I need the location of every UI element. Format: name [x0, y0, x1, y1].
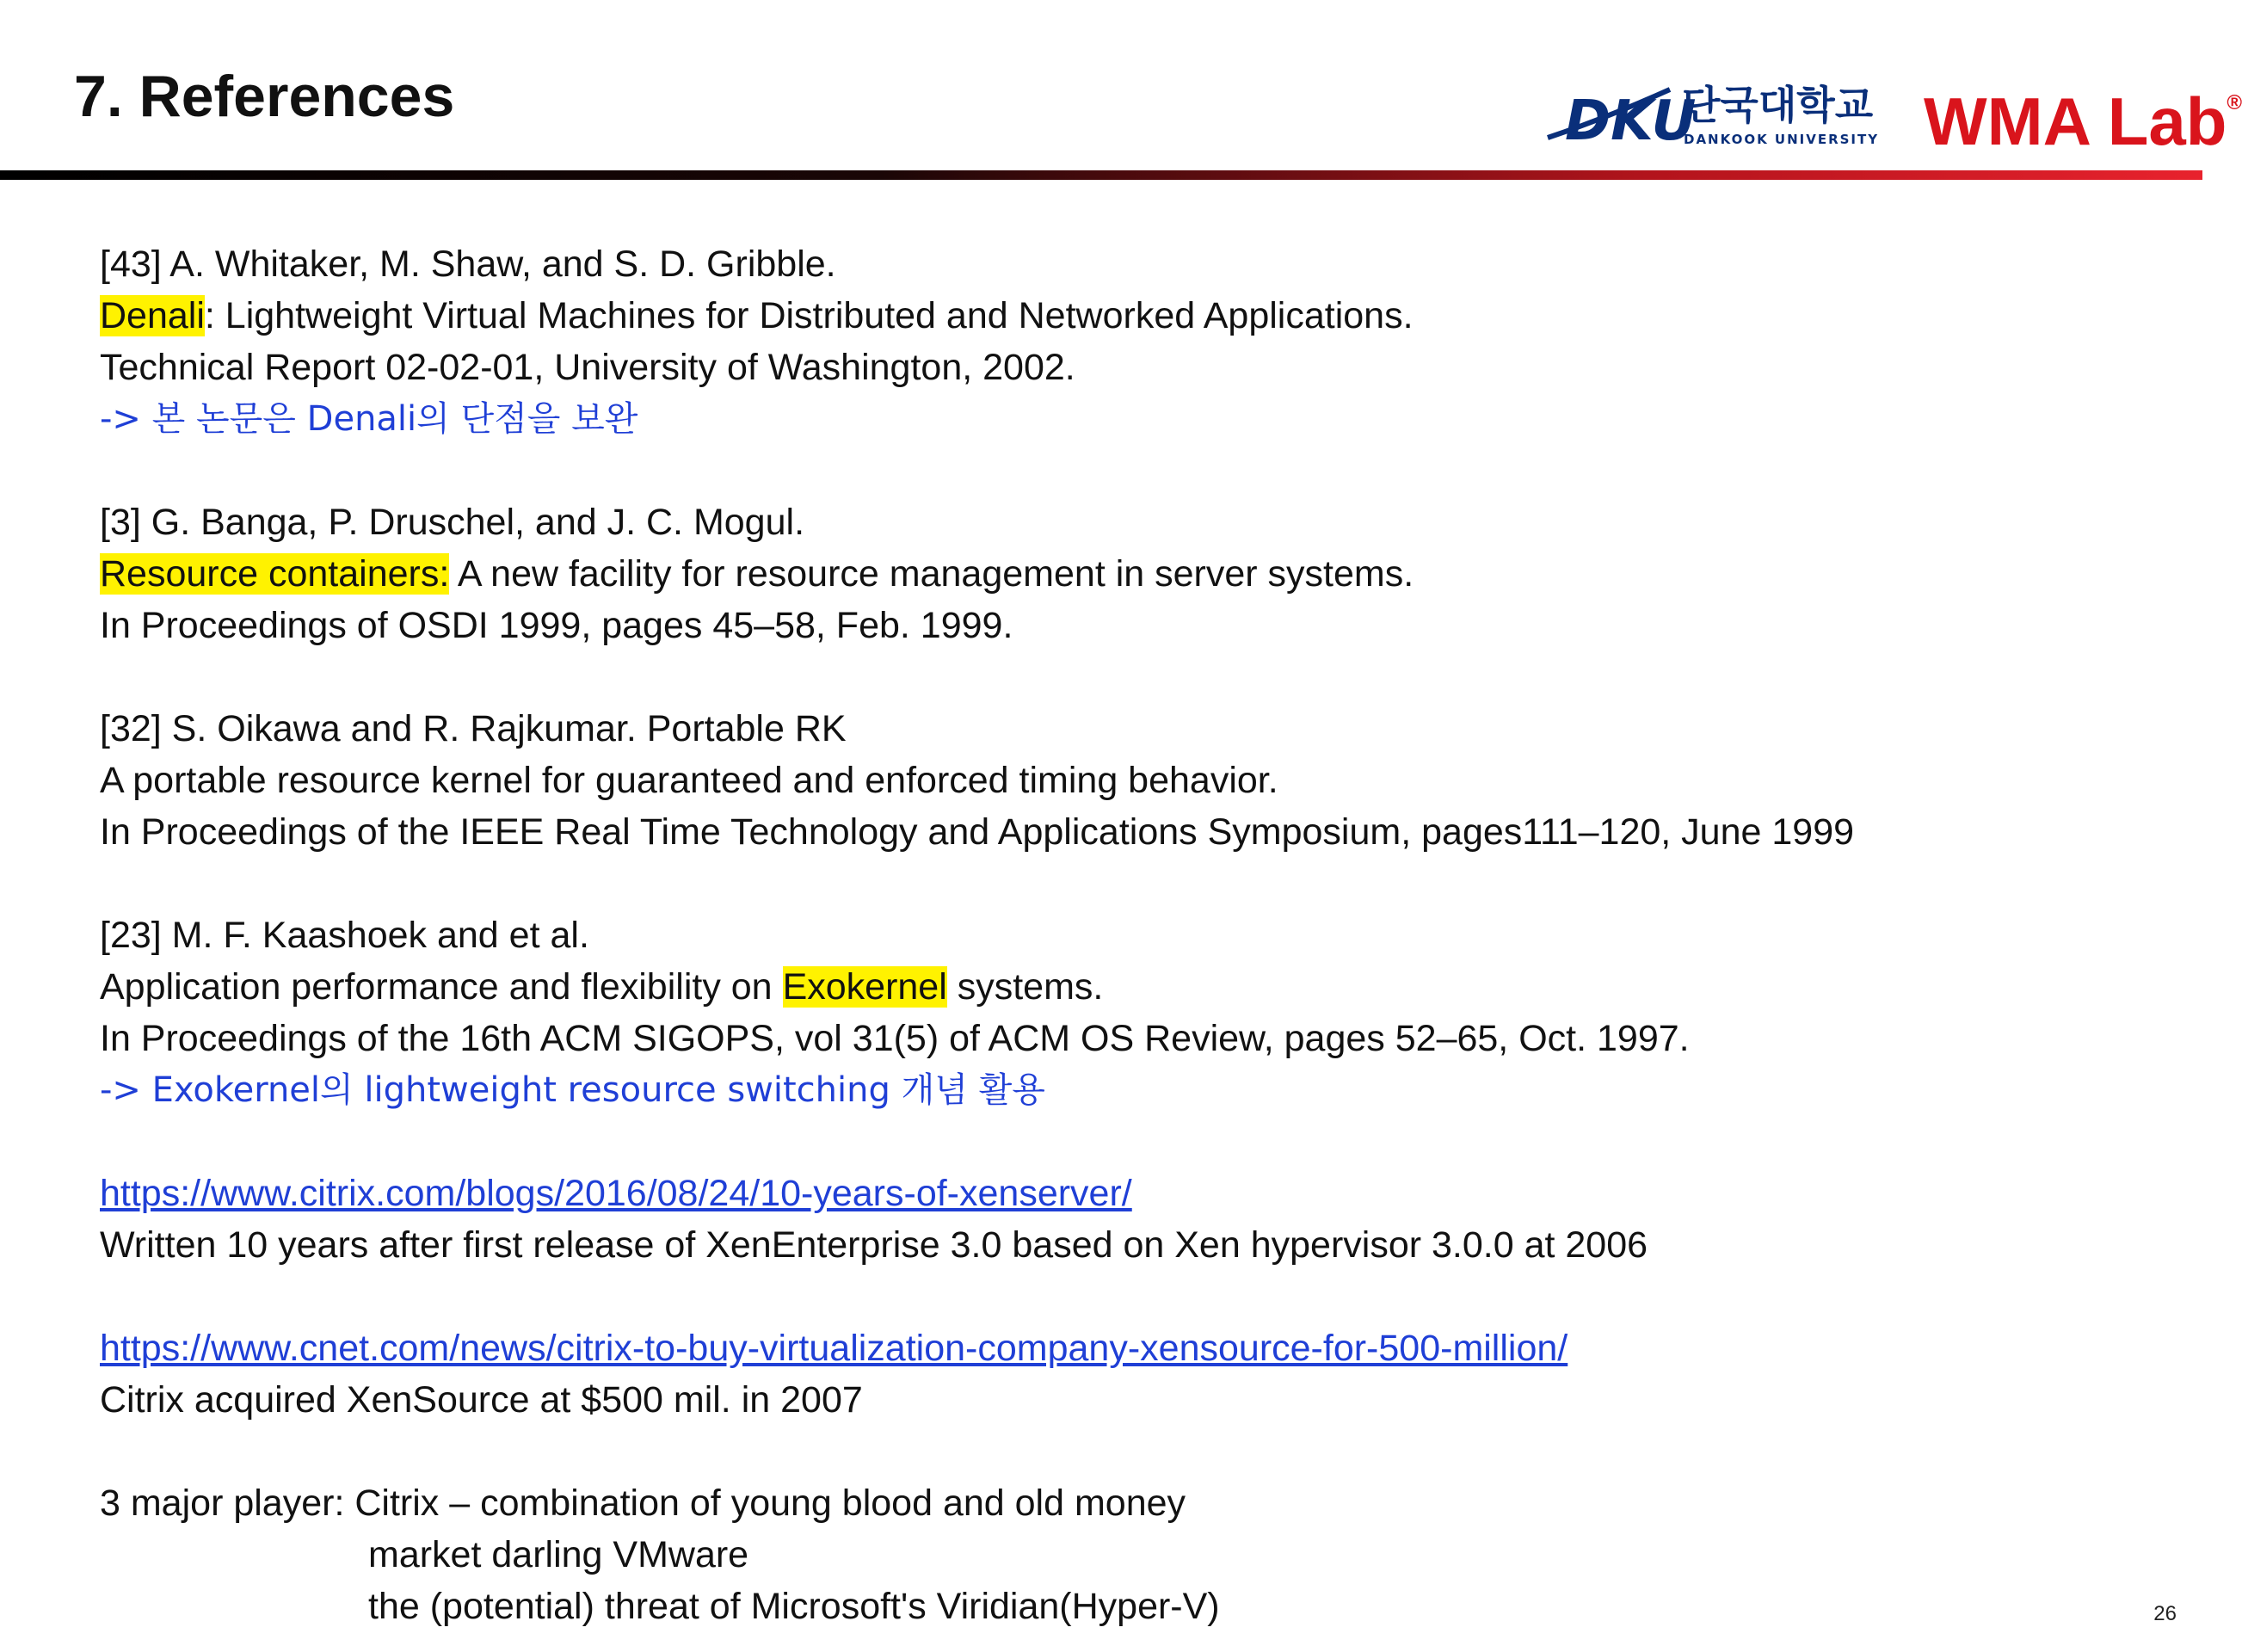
spacer: [100, 1116, 2147, 1168]
ref-23-title-after: systems.: [946, 966, 1104, 1008]
header-divider-bar: [0, 170, 2202, 180]
page-number: 26: [2153, 1602, 2177, 1625]
ref-43-venue: Technical Report 02-02-01, University of Washington, 2002.: [100, 347, 1075, 388]
spacer: [100, 858, 2147, 909]
registered-mark: ®: [2227, 91, 2242, 114]
ref-43-authors: [43] A. Whitaker, M. Shaw, and S. D. Gribble.: [100, 243, 836, 285]
major-players-line-2: market darling VMware: [368, 1534, 749, 1575]
dankook-university-logo: [1544, 77, 1899, 155]
spacer: [100, 651, 2147, 703]
major-players-line-1: 3 major player: Citrix – combination of young blood and old money: [100, 1482, 1186, 1524]
references-body: [100, 238, 2147, 1632]
spacer: [100, 1426, 2147, 1477]
cnet-link-line: [100, 1322, 2147, 1374]
highlight-resource-containers: Resource containers:: [100, 553, 450, 595]
dku-emblem-icon: [1544, 77, 1697, 155]
spacer: [100, 1271, 2147, 1322]
ref-32-authors: [32] S. Oikawa and R. Rajkumar. Portable RK: [100, 708, 847, 749]
ref-23-note: -> Exokernel의 lightweight resource switching 개념 활용: [100, 1070, 1045, 1110]
cnet-news-link[interactable]: https://www.cnet.com/news/citrix-to-buy-virtualization-company-xensource-for-500-million/: [100, 1328, 1568, 1369]
citrix-description: Written 10 years after first release of XenEnterprise 3.0 based on Xen hypervisor 3.0.0 at 2006: [100, 1224, 1648, 1266]
ref-32-venue: In Proceedings of the IEEE Real Time Technology and Applications Symposium, pages111–120, June 1999: [100, 811, 1855, 853]
cnet-description: Citrix acquired XenSource at $500 mil. in 2007: [100, 1379, 863, 1421]
ref-3-title: [100, 548, 2147, 600]
slide-title: 7. References: [74, 64, 455, 129]
ref-23-authors: [23] M. F. Kaashoek and et al.: [100, 915, 589, 956]
highlight-denali: Denali: [100, 295, 205, 336]
major-players-line-3: the (potential) threat of Microsoft's Viridian(Hyper-V): [368, 1586, 1220, 1627]
wma-lab-name: WMA Lab: [1924, 83, 2227, 159]
spacer: [100, 445, 2147, 496]
ref-43-title: [100, 290, 2147, 342]
ref-23-title-before: Application performance and flexibility on: [100, 966, 783, 1008]
ref-3-venue: In Proceedings of OSDI 1999, pages 45–58, Feb. 1999.: [100, 605, 1013, 646]
ref-3-authors: [3] G. Banga, P. Druschel, and J. C. Mogul.: [100, 502, 805, 543]
wma-lab-logo: [1924, 74, 2242, 163]
ref-23-venue: In Proceedings of the 16th ACM SIGOPS, vol 31(5) of ACM OS Review, pages 52–65, Oct. 1997.: [100, 1018, 1690, 1059]
university-name-korean: 단국대학교: [1682, 82, 1874, 128]
ref-3-title-rest: A new facility for resource management in server systems.: [449, 553, 1414, 595]
citrix-blog-link[interactable]: https://www.citrix.com/blogs/2016/08/24/10-years-of-xenserver/: [100, 1173, 1132, 1214]
ref-23-title: [100, 961, 2147, 1013]
ref-43-note: -> 본 논문은 Denali의 단점을 보완: [100, 399, 638, 439]
highlight-exokernel: Exokernel: [782, 966, 947, 1008]
university-name-english: DANKOOK UNIVERSITY: [1684, 132, 1880, 147]
ref-32-title: A portable resource kernel for guaranteed and enforced timing behavior.: [100, 760, 1278, 801]
citrix-link-line: [100, 1168, 2147, 1219]
ref-43-title-rest: : Lightweight Virtual Machines for Distributed and Networked Applications.: [204, 295, 1414, 336]
svg-text:DKU: DKU: [1565, 89, 1697, 153]
